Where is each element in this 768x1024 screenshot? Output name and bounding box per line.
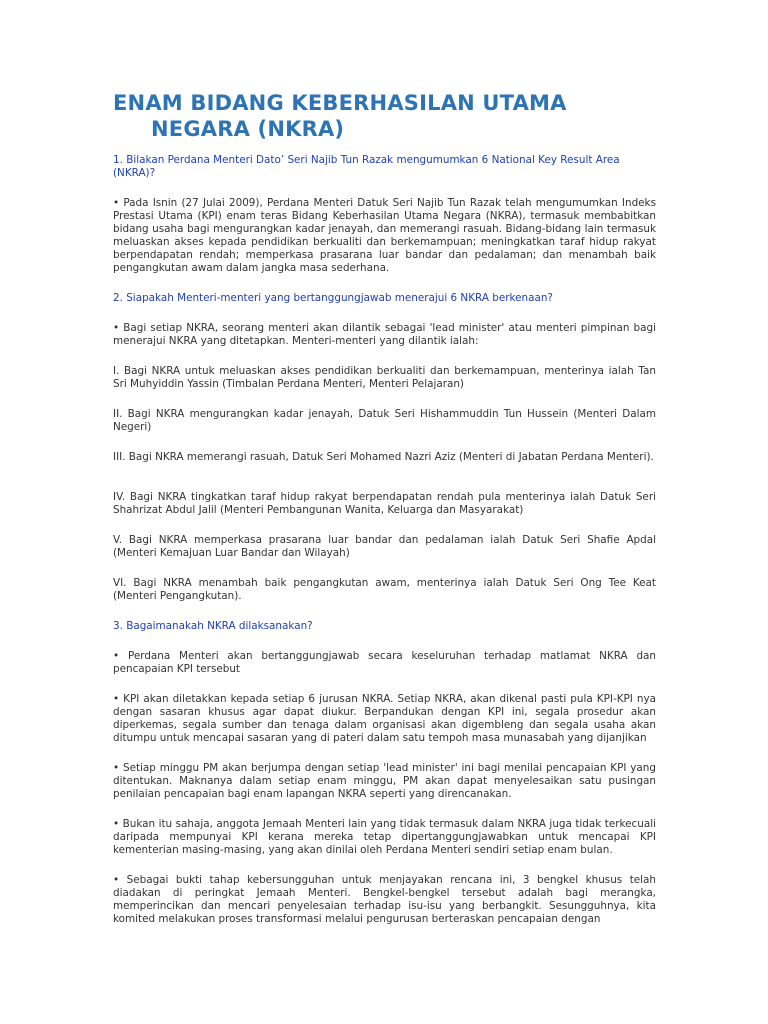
answer-2-intro: • Bagi setiap NKRA, seorang menteri akan dilantik sebagai 'lead minister' atau menteri pimpinan bagi menerajui NKRA yang ditetapkan. Menteri-menteri yang dilantik ialah: xyxy=(113,322,656,347)
answer-2-item-vi: VI. Bagi NKRA menambah baik pengangkutan awam, menterinya ialah Datuk Seri Ong Tee Keat (Menteri Pengangkutan). xyxy=(113,577,656,602)
answer-3-item-5: • Sebagai bukti tahap kebersungguhan untuk menjayakan rencana ini, 3 bengkel khusus telah diadakan di peringkat Jemaah Menteri. Bengkel-bengkel tersebut adalah bagi merangka, memperincikan dan mencari penyelesaian terhadap isu-isu yang berbangkit. Sesungguhnya, kita komited melakukan proses transformasi melalui pengurusan berteraskan pencapaian dengan xyxy=(113,874,656,925)
answer-2-item-iii: III. Bagi NKRA memerangi rasuah, Datuk Seri Mohamed Nazri Aziz (Menteri di Jabatan Perdana Menteri). xyxy=(113,451,654,463)
answer-2-item-i: I. Bagi NKRA untuk meluaskan akses pendidikan berkualiti dan berkemampuan, menterinya ialah Tan Sri Muhyiddin Yassin (Timbalan Perdana Menteri, Menteri Pelajaran) xyxy=(113,365,656,390)
answer-2-item-ii: II. Bagi NKRA mengurangkan kadar jenayah, Datuk Seri Hishammuddin Tun Hussein (Menteri Dalam Negeri) xyxy=(113,408,656,433)
answer-3-item-1: • Perdana Menteri akan bertanggungjawab secara keseluruhan terhadap matlamat NKRA dan pencapaian KPI tersebut xyxy=(113,650,656,675)
title-line-1: ENAM BIDANG KEBERHASILAN UTAMA xyxy=(113,91,567,115)
answer-3-item-4: • Bukan itu sahaja, anggota Jemaah Menteri lain yang tidak termasuk dalam NKRA juga tidak terkecuali daripada mempunyai KPI kerana mereka tetap dipertanggungjawabkan untuk mencapai KPI kementerian masing-masing, yang akan dinilai oleh Perdana Menteri sendiri setiap enam bulan. xyxy=(113,818,656,856)
answer-3-item-3: • Setiap minggu PM akan berjumpa dengan setiap 'lead minister' ini bagi menilai pencapaian KPI yang ditentukan. Maknanya dalam setiap enam minggu, PM akan dapat menyelesaikan satu pusingan penilaian pencapaian bagi enam lapangan NKRA seperti yang direncanakan. xyxy=(113,762,656,800)
question-2: 2. Siapakah Menteri-menteri yang bertanggungjawab menerajui 6 NKRA berkenaan? xyxy=(113,292,553,304)
title-line-2: NEGARA (NKRA) xyxy=(151,117,345,141)
answer-2-item-iv: IV. Bagi NKRA tingkatkan taraf hidup rakyat berpendapatan rendah pula menterinya ialah Datuk Seri Shahrizat Abdul Jalil (Menteri Pembangunan Wanita, Keluarga dan Masyarakat) xyxy=(113,491,656,516)
answer-3-item-2: • KPI akan diletakkan kepada setiap 6 jurusan NKRA. Setiap NKRA, akan dikenal pasti pula KPI-KPI nya dengan sasaran khusus agar dapat diukur. Berpandukan dengan KPI ini, segala prosedur akan diperkemas, segala sumber dan tenaga dalam organisasi akan digembleng dan segala usaha akan ditumpu untuk mencapai sasaran yang di pateri dalam satu tempoh masa munasabah yang dijanjikan xyxy=(113,693,656,744)
question-3: 3. Bagaimanakah NKRA dilaksanakan? xyxy=(113,620,313,632)
document-body xyxy=(113,154,656,943)
answer-2-item-v: V. Bagi NKRA memperkasa prasarana luar bandar dan pedalaman ialah Datuk Seri Shafie Apdal (Menteri Kemajuan Luar Bandar dan Wilayah) xyxy=(113,534,656,559)
document-title xyxy=(113,90,673,142)
question-1: 1. Bilakan Perdana Menteri Dato’ Seri Najib Tun Razak mengumumkan 6 National Key Result Area (NKRA)? xyxy=(113,154,620,179)
answer-1: • Pada Isnin (27 Julai 2009), Perdana Menteri Datuk Seri Najib Tun Razak telah mengumumkan Indeks Prestasi Utama (KPI) enam teras Bidang Keberhasilan Utama Negara (NKRA), termasuk membabitkan bidang usaha bagi mengurangkan kadar jenayah, dan memerangi rasuah. Bidang-bidang lain termasuk meluaskan akses kepada pendidikan berkualiti dan berkemampuan; meningkatkan taraf hidup rakyat berpendapatan rendah; memperkasa prasarana luar bandar dan pedalaman; dan menambah baik pengangkutan awam dalam jangka masa sederhana. xyxy=(113,197,656,274)
